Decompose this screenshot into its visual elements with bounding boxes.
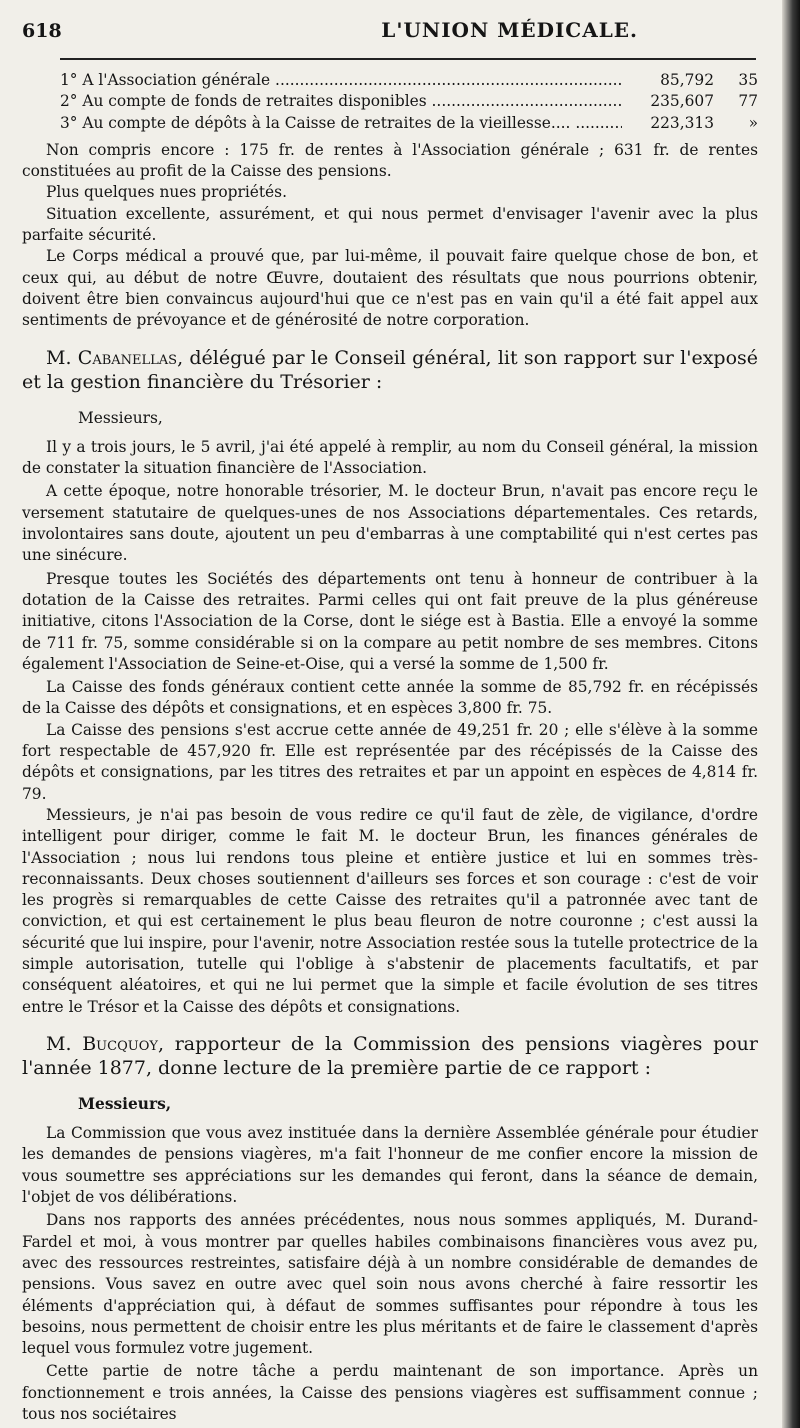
paragraph: La Caisse des fonds généraux contient cette année la somme de 85,792 fr. en récépissés de la Caisse des dépôts et consignations, et en espèces 3,800 fr. 75. — [22, 678, 758, 718]
paragraph: Messieurs, je n'ai pas besoin de vous redire ce qu'il faut de zèle, de vigilance, d'ordre intelligent pour diriger, comme le fait M. le docteur Brun, les finances générales de l'Association ; nous lui rendons tous pleine et entière justice et lui en sommes très-reconnaissants. Deux choses soutiennent d'ailleurs ses forces et son courage : c'est de voir les progrès si remarquables de cette Caisse des retraites qu'il a patronnée avec tant de conviction, et qui est certainement le plus beau fleuron de notre couronne ; c'est aussi la sécurité que lui inspire, pour l'avenir, notre Association restée sous la tutelle protectrice de la simple autorisation, tutelle qui l'oblige à s'abstenir de placements facultatifs, et par conséquent aléatoires, et qui ne lui permet que la simple et facile évolution de ses titres entre le Trésor et la Caisse des dépôts et consignations. — [22, 805, 758, 1016]
total-label: 2° Au compte de fonds de retraites disponibles ..... — [60, 91, 622, 112]
total-amount: 223,313 — [650, 113, 714, 132]
total-amount: 85,792 — [660, 71, 714, 89]
total-amount: 235,607 — [650, 92, 714, 111]
speaker-text: , délégué par le Conseil général, lit son rapport sur l'exposé et la gestion financière du Trésorier : — [22, 346, 759, 393]
page-binding-edge — [782, 0, 800, 1428]
paragraph: Dans nos rapports des années précédentes, nous nous sommes appliqués, M. Durand-Fardel et moi, à vous montrer par quelles habiles combinaisons financières vous avez pu, avec des ressources restreintes, satisfaire déjà à un nombre considérable de demandes de pensions. Vous savez en outre avec quel soin nous avons cherché à faire ressortir les éléments d'appréciation qui, à défaut de sommes suffisantes pour répondre à tous les besoins, nous permettent de choisir entre les plus méritants et de faire le classement d'après lequel vous formulez votre jugement. — [22, 1211, 758, 1358]
paragraph: La Caisse des pensions s'est accrue cette année de 49,251 fr. 20 ; elle s'élève à la somme fort respectable de 457,920 fr. Elle est représentée par des récépissés de la Caisse des dépôts et consignations, par les titres des retraites et par un appoint en espèces de 4,814 fr. 79. — [22, 720, 758, 803]
speaker-heading-bucquoy — [22, 1032, 758, 1080]
page-header — [22, 18, 758, 58]
paragraph: A cette époque, notre honorable trésorier, M. le docteur Brun, n'avait pas encore reçu le versement statutaire de quelques-unes de nos Associations départementales. Ces retards, involontaires sans doute, ajoutent un peu d'embarras à une comptabilité qui n'est certes pas une sinécure. — [22, 482, 758, 565]
total-row — [60, 113, 758, 134]
paragraph: Cette partie de notre tâche a perdu maintenant de son importance. Après un fonctionnement e trois années, la Caisse des pensions viagères est suffisamment connue ; tous nos sociétaires — [22, 1362, 758, 1424]
total-label: 3° Au compte de dépôts à la Caisse de retraites de la vieillesse.... ..... — [60, 113, 622, 134]
page-body — [22, 70, 758, 1425]
speaker-text: , rapporteur de la Commission des pensions viagères pour l'année 1877, donne lecture de la première partie de ce rapport : — [22, 1032, 758, 1079]
salutation: Messieurs, — [78, 1094, 172, 1113]
total-row — [60, 91, 758, 112]
header-rule — [60, 58, 756, 60]
total-row — [60, 70, 758, 91]
paragraph: Situation excellente, assurément, et qui nous permet d'envisager l'avenir avec la plus parfaite sécurité. — [22, 204, 758, 245]
totals-list — [60, 70, 758, 134]
salutation: Messieurs, — [78, 408, 163, 427]
speaker-name: M. Bucquoy — [46, 1032, 158, 1055]
paragraph: Plus quelques nues propriétés. — [46, 183, 287, 202]
total-cents: 77 — [738, 92, 758, 111]
speaker-heading-cabanellas — [22, 346, 758, 394]
speaker-name: M. Cabanellas — [46, 346, 178, 369]
total-cents: » — [748, 113, 758, 132]
paragraph: Il y a trois jours, le 5 avril, j'ai été appelé à remplir, au nom du Conseil général, la mission de constater la situation financière de l'Association. — [22, 437, 758, 478]
page-number: 618 — [22, 20, 62, 42]
paragraph: Le Corps médical a prouvé que, par lui-même, il pouvait faire quelque chose de bon, et ceux qui, au début de notre Œuvre, doutaient des résultats que nous pourrions obtenir, doivent être bien convaincus aujourd'hui que ce n'est pas en vain qu'il a été fait appel aux sentiments de prévoyance et de générosité de notre corporation. — [22, 247, 758, 330]
total-label: 1° A l'Association générale ..... — [60, 70, 622, 91]
paragraph: La Commission que vous avez instituée dans la dernière Assemblée générale pour étudier les demandes de pensions viagères, m'a fait l'honneur de me confier encore la mission de vous soumettre ses appréciations sur les demandes qui feront, dans la séance de demain, l'objet de vos délibérations. — [22, 1124, 758, 1207]
paragraph: Presque toutes les Sociétés des départements ont tenu à honneur de contribuer à la dotation de la Caisse des retraites. Parmi celles qui ont fait preuve de la plus généreuse initiative, citons l'Association de la Corse, dont le siége est à Bastia. Elle a envoyé la somme de 711 fr. 75, somme considérable si on la compare au petit nombre de ses membres. Citons également l'Association de Seine-et-Oise, qui a versé la somme de 1,500 fr. — [22, 569, 758, 673]
total-cents: 35 — [738, 71, 758, 89]
running-title: L'UNION MÉDICALE. — [381, 18, 638, 42]
paragraph: Non compris encore : 175 fr. de rentes à l'Association générale ; 631 fr. de rentes constituées au profit de la Caisse des pensions. — [22, 140, 758, 181]
